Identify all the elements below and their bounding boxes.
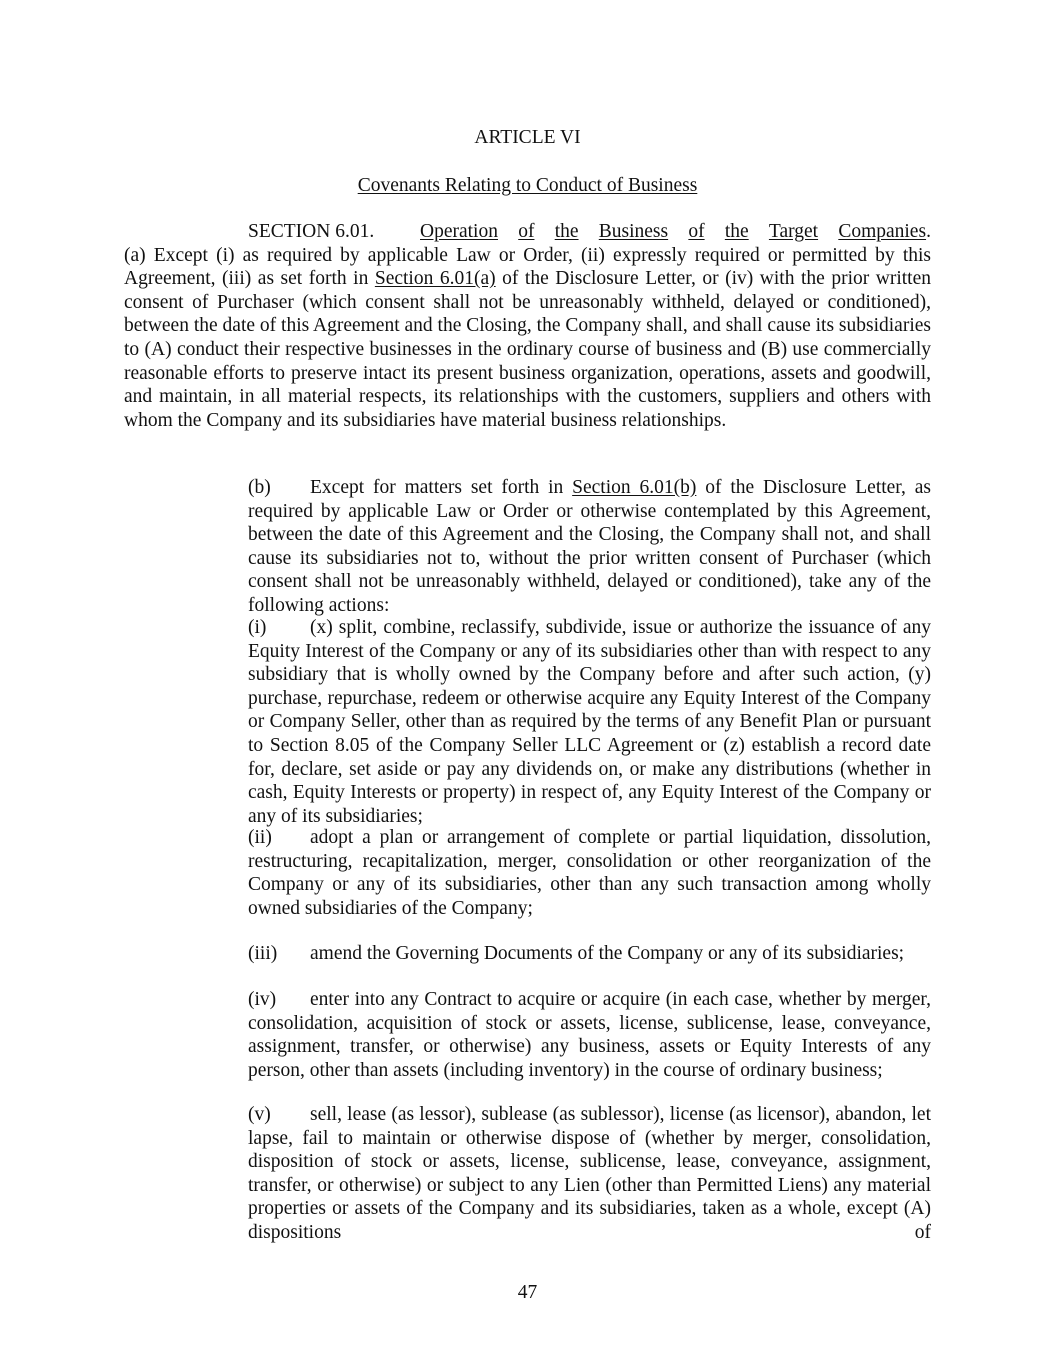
item-label: (iv)	[248, 989, 277, 1010]
section-heading-word: Operation	[420, 221, 498, 242]
item-label: (ii)	[248, 827, 272, 848]
item-text: adopt a plan or arrangement of complete or partial liquidation, dissolution, restructuring, recapitalization, merger, consolidation or other reorganization of the Company or any of its subsidiaries, other than any such transaction among wholly owned subsidiaries of the Company;	[248, 827, 931, 919]
item-text: amend the Governing Documents of the Company or any of its subsidiaries;	[310, 943, 905, 964]
section-heading-word: of	[518, 221, 535, 242]
article-number: ARTICLE VI	[474, 127, 581, 148]
section-heading	[420, 220, 931, 244]
item-ii	[187, 826, 931, 920]
paragraph-b-intro: Except for matters set forth in	[310, 477, 573, 498]
item-label: (i)	[248, 617, 267, 638]
item-label: (v)	[248, 1104, 271, 1125]
page-number: 47	[517, 1282, 538, 1303]
item-iv	[187, 988, 931, 1082]
paragraph-a-intro: (a) Except (i) as required by applicable Law or Order, (ii) expressly required or permitted by this Agreement, (iii) as set forth in	[124, 244, 931, 290]
section-number: SECTION 6.01.	[248, 221, 375, 242]
section-6-01-b-reference: Section 6.01(b)	[572, 477, 697, 498]
section-heading-word: of	[688, 221, 705, 242]
item-text: sell, lease (as lessor), sublease (as sublessor), license (as licensor), abandon, let lapse, fail to maintain or otherwise dispose of (whether by merger, consolidation, disposition of stock or assets, license, sublicense, lease, conveyance, assignment, transfer, or otherwise) or subject to any Lien (other than Permitted Liens) any material properties or assets of the Company and its subsidiaries, taken as a whole, except (A) dispositions of	[248, 1104, 931, 1243]
paragraph-b-label: (b)	[248, 477, 271, 498]
item-text: (x) split, combine, reclassify, subdivide, issue or authorize the issuance of any Equity Interest of the Company or any of its subsidiaries other than with respect to any subsidiary that is wholly owned by the Company before and after such action, (y) purchase, repurchase, redeem or otherwise acquire any Equity Interest of the Company or Company Seller, other than as required by the terms of any Benefit Plan or pursuant to Section 8.05 of the Company Seller LLC Agreement or (z) establish a record date for, declare, set aside or pay any dividends on, or make any distributions (whether in cash, Equity Interests or property) in respect of, any Equity Interest of the Company or any of its subsidiaries;	[248, 617, 931, 827]
section-6-01-a-reference: Section 6.01(a)	[374, 268, 496, 290]
article-title	[0, 174, 1055, 198]
item-label: (iii)	[248, 943, 278, 964]
paragraph-b-body: of the Disclosure Letter, as required by applicable Law or Order or otherwise contemplated by this Agreement, between the date of this Agreement and the Closing, the Company shall not, and shall cause its subsidiaries not to, without the prior written consent of Purchaser (which consent shall not be unreasonably withheld, delayed or conditioned), take any of the following actions:	[248, 477, 931, 616]
paragraph-a-body: of the Disclosure Letter, or (iv) with the prior written consent of Purchaser (which consent shall not be unreasonably withheld, delayed or conditioned), between the date of this Agreement and the Closing, the Company shall, and shall cause its subsidiaries to (A) conduct their respective businesses in the ordinary course of business and (B) use commercially reasonable efforts to preserve intact its present business organization, operations, assets and goodwill, and maintain, in all material respects, its relationships with the customers, suppliers and others with whom the Company and its subsidiaries have material business relationships.	[124, 268, 931, 431]
paragraph-b	[124, 476, 931, 618]
section-heading-line	[124, 220, 931, 244]
section-heading-period: .	[926, 221, 931, 242]
section-heading-word: the	[724, 221, 749, 242]
item-i	[187, 616, 931, 828]
item-iii	[187, 942, 931, 966]
item-text: enter into any Contract to acquire or acquire (in each case, whether by merger, consolidation, acquisition of stock or assets, license, sublicense, lease, conveyance, assignment, transfer, or otherwise) any business, assets or Equity Interests of any person, other than assets (including inventory) in the course of ordinary business;	[248, 989, 931, 1081]
section-heading-word: Business	[598, 221, 669, 242]
section-heading-word: the	[554, 221, 579, 242]
section-heading-word: Companies	[838, 221, 927, 242]
article-title-text: Covenants Relating to Conduct of Business	[357, 175, 698, 196]
paragraph-a	[124, 244, 931, 433]
item-v	[187, 1103, 931, 1245]
section-heading-word: Target	[768, 221, 819, 242]
